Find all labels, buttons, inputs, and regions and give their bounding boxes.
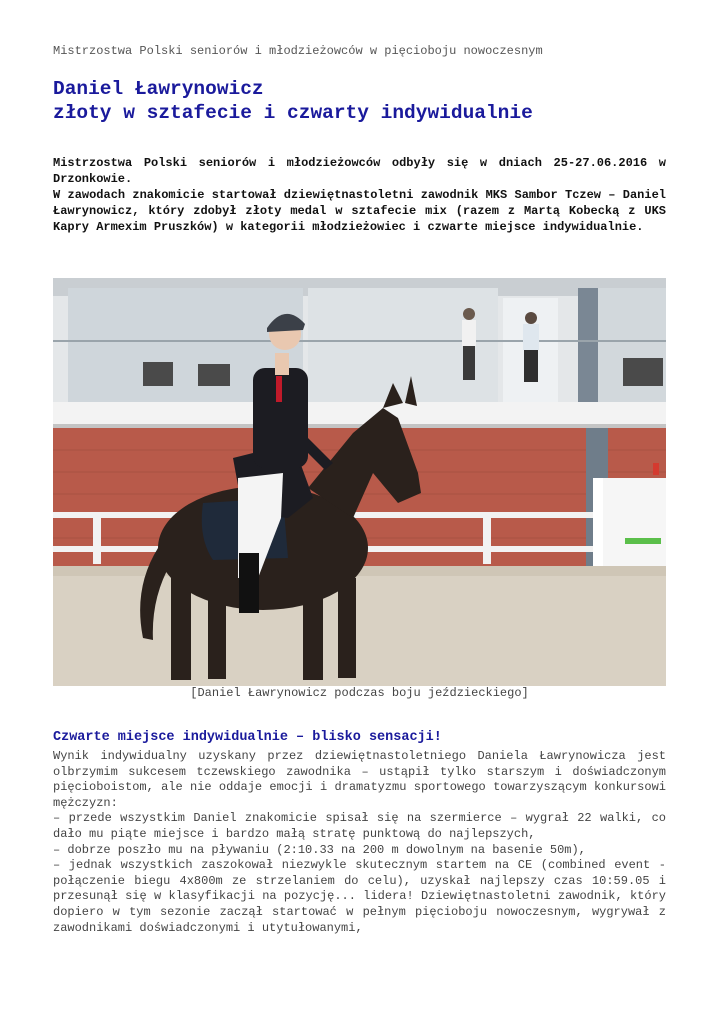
- lead-paragraph-1: Mistrzostwa Polski seniorów i młodzieżowców odbyły się w dniach 25-27.06.2016 w Drzonkowie.: [53, 156, 666, 186]
- lead-paragraph-2: W zawodach znakomicie startował dziewiętnastoletni zawodnik MKS Sambor Tczew – Daniel Ławrynowicz, który zdobył złoty medal w sztafecie mix (razem z Martą Kobecką z UKS Kapry Armexim Pruszków) w kategorii młodzieżowiec i czwarte miejsce indywidualnie.: [53, 188, 666, 234]
- body-bullet-combined-event: – jednak wszystkich zaszokował niezwykle skutecznym startem na CE (combined event - połączenie biegu 4x800m ze strzelaniem do celu), uzyskał najlepszy czas 10:59.05 i przesunął się w klasyfikacji na pozycję... lidera! Dziewiętnastoletni zawodnik, który dopiero w tym sezonie zaczął startować w pełnym pięcioboju nowoczesnym, wygrywał z zawodnikami doświadczonymi i utytułowanymi,: [53, 858, 666, 935]
- white-ledge: [53, 402, 666, 424]
- equestrian-photo-illustration: [53, 278, 666, 686]
- section-title: Czwarte miejsce indywidualnie – blisko sensacji!: [53, 730, 442, 745]
- article-title: [53, 77, 666, 125]
- lead-paragraph: [53, 155, 666, 235]
- title-line-2: złoty w sztafecie i czwarty indywidualnie: [53, 102, 533, 124]
- photo-caption: [Daniel Ławrynowicz podczas boju jeździeckiego]: [190, 686, 529, 700]
- article-body: [53, 749, 666, 936]
- rider-photo: [53, 278, 666, 686]
- title-line-1: Daniel Ławrynowicz: [53, 78, 264, 100]
- event-kicker: Mistrzostwa Polski seniorów i młodzieżowców w pięcioboju nowoczesnym: [53, 44, 543, 58]
- body-intro: Wynik indywidualny uzyskany przez dziewiętnastoletniego Daniela Ławrynowicza jest olbrzymim sukcesem tczewskiego zawodnika – ustąpił tylko starszym i doświadczonym pięcioboistom, ale nie oddaje emocji i dramatyzmu sportowego towarzyszącym konkursowi mężczyzn:: [53, 749, 666, 810]
- body-bullet-fencing: – przede wszystkim Daniel znakomicie spisał się na szermierce – wygrał 22 walki, co dało mu piąte miejsce i bardzo małą stratę punktową do najlepszych,: [53, 811, 666, 841]
- body-bullet-swimming: – dobrze poszło mu na pływaniu (2:10.33 na 200 m dowolnym na basenie 50m),: [53, 842, 586, 857]
